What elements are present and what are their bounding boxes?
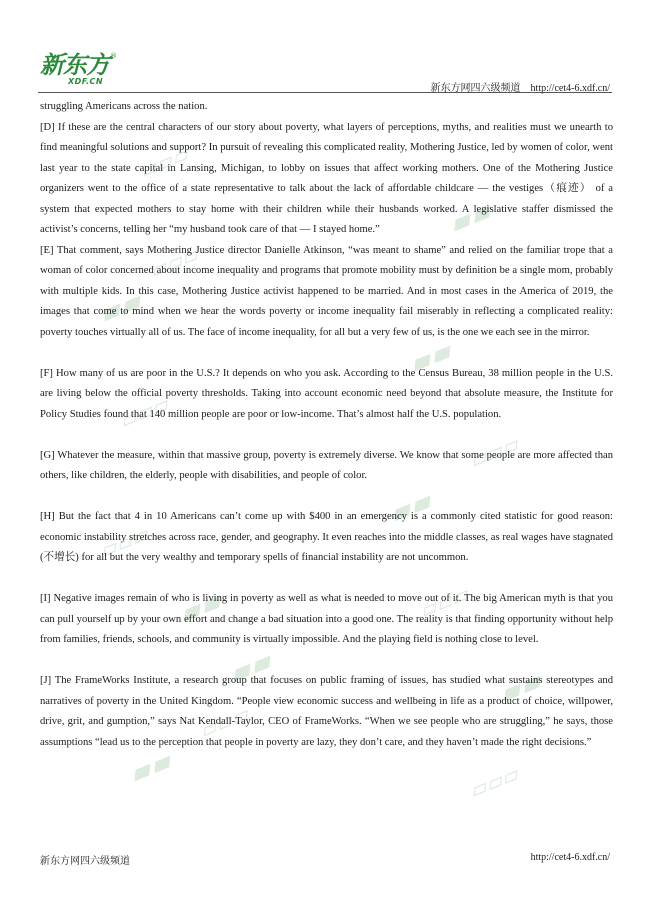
watermark-icon: ▱▱▱ xyxy=(417,581,474,624)
paragraph-gap xyxy=(40,425,613,446)
footer-site-name: 新东方网四六级频道 xyxy=(40,856,130,867)
watermark-icon: ▰▰ xyxy=(95,283,148,330)
watermark-icon: ▱▱▱ xyxy=(467,431,524,474)
paragraph-f: [F] How many of us are poor in the U.S.? It depends on who you ask. According to the Census Bureau, 38 million people in the U.S. are living below the official poverty thresholds. Taking into account economic need beyond that absolute measure, the Institute for Policy Studies found that 140 million people are poor or low-income. That’s almost half the U.S. population. xyxy=(40,367,613,420)
watermark-icon: ▰▰ xyxy=(445,193,498,240)
paragraph-e: [E] That comment, says Mothering Justice director Danielle Atkinson, “was meant to shame” and relied on the familiar trope that a woman of color concerned about income inequality and programs that promote mobility must by definition be a single mom, probably with multiple kids. In this case, Mothering Justice activist happened to be married. And in most cases in the America of 2019, the images that come to mind when we hear the words poverty or income inequality fail miserably in reflecting a complicated reality: poverty touches virtually all of us. The face of income inequality, for all but a very few of us, is the one we each see in the mirror. xyxy=(40,244,613,338)
paragraph-gap xyxy=(40,569,613,590)
paragraph-gap xyxy=(40,487,613,508)
watermark-icon: ▰▰ xyxy=(495,663,548,710)
paragraph-gap xyxy=(40,343,613,364)
watermark-icon: ▱▱▱ xyxy=(97,521,154,564)
paragraph-j: [J] The FrameWorks Institute, a research group that focuses on public framing of issues, has studied what sustains stereotypes and narratives of poverty in the United Kingdom. “People view economic success and wellbeing in life as a product of choice, willpower, drive, grit, and gumption,” says Nat Kendall-Taylor, CEO of FrameWorks. “When we see people who are struggling,” he says, those assumptions “lead us to the perception that people in poverty are lazy, they don’t care, and they haven’t made the right decisions.” xyxy=(40,675,613,748)
watermark-icon: ▰▰ xyxy=(385,483,438,530)
logo-subtext: XDF.CN xyxy=(68,77,104,86)
paragraph-gap xyxy=(40,651,613,672)
logo-text: 新东方 xyxy=(40,51,109,79)
watermark-icon: ▰▰ xyxy=(175,583,228,630)
article-body xyxy=(40,97,613,753)
watermark-icon: ▱▱▱ xyxy=(197,701,254,744)
paragraph-d: [D] If these are the central characters of our story about poverty, what layers of perceptions, myths, and realities must we unearth to find meaningful solutions and support? In pursuit of revealing this complicated reality, Mothering Justice, led by women of color, went last year to the state capital in Lansing, Michigan, to lobby on issues that affect working mothers. One of the Mothering Justice organizers went to the office of a state representative to talk about the lack of affordable childcare — the vestiges（痕迹） of a system that expected mothers to stay home with their children while their husbands worked. A legislative staffer dismissed the activist’s concerns, telling her “my husband took care of that — I stayed home.” xyxy=(40,121,613,235)
footer-url-link[interactable]: http://cet4-6.xdf.cn/ xyxy=(530,852,610,863)
header-divider xyxy=(38,92,612,93)
watermark-icon: ▰▰ xyxy=(405,333,458,380)
watermark-icon: ▱▱▱ xyxy=(137,141,194,184)
paragraph-i: [I] Negative images remain of who is living in poverty as well as what is needed to move out of it. The big American myth is that you can pull yourself up by your own effort and change a bad situation into a good one. The reality is that finding opportunity without help from families, friends, schools, and community is virtually impossible. And the playing field is nothing close to level. xyxy=(40,593,613,645)
logo-registered-mark: ® xyxy=(110,52,117,60)
paragraph-continued: struggling Americans across the nation. xyxy=(40,101,208,112)
paragraph-g: [G] Whatever the measure, within that massive group, poverty is extremely diverse. We know that some people are more affected than others, like children, the elderly, people with disabilities, and people of color. xyxy=(40,449,613,481)
site-logo[interactable] xyxy=(40,52,120,88)
paragraph-h: [H] But the fact that 4 in 10 Americans can’t come up with $400 in an emergency is a commonly cited statistic for good reason: economic instability stretches across race, gender, and geography. It even reaches into the middle classes, as real wages have stagnated (不增长) for all but the very wealthy and temporary spells of financial instability are not uncommon. xyxy=(40,511,613,563)
header-site-info: 新东方网四六级频道 http://cet4-6.xdf.cn/ xyxy=(430,83,610,94)
watermark-icon: ▱▱▱ xyxy=(117,391,174,434)
watermark-icon: ▱▱▱ xyxy=(467,761,524,804)
watermark-icon: ▰▰ xyxy=(225,643,278,690)
watermark-icon: ▱▱▱ xyxy=(147,241,204,284)
watermark-icon: ▰▰ xyxy=(125,743,178,790)
